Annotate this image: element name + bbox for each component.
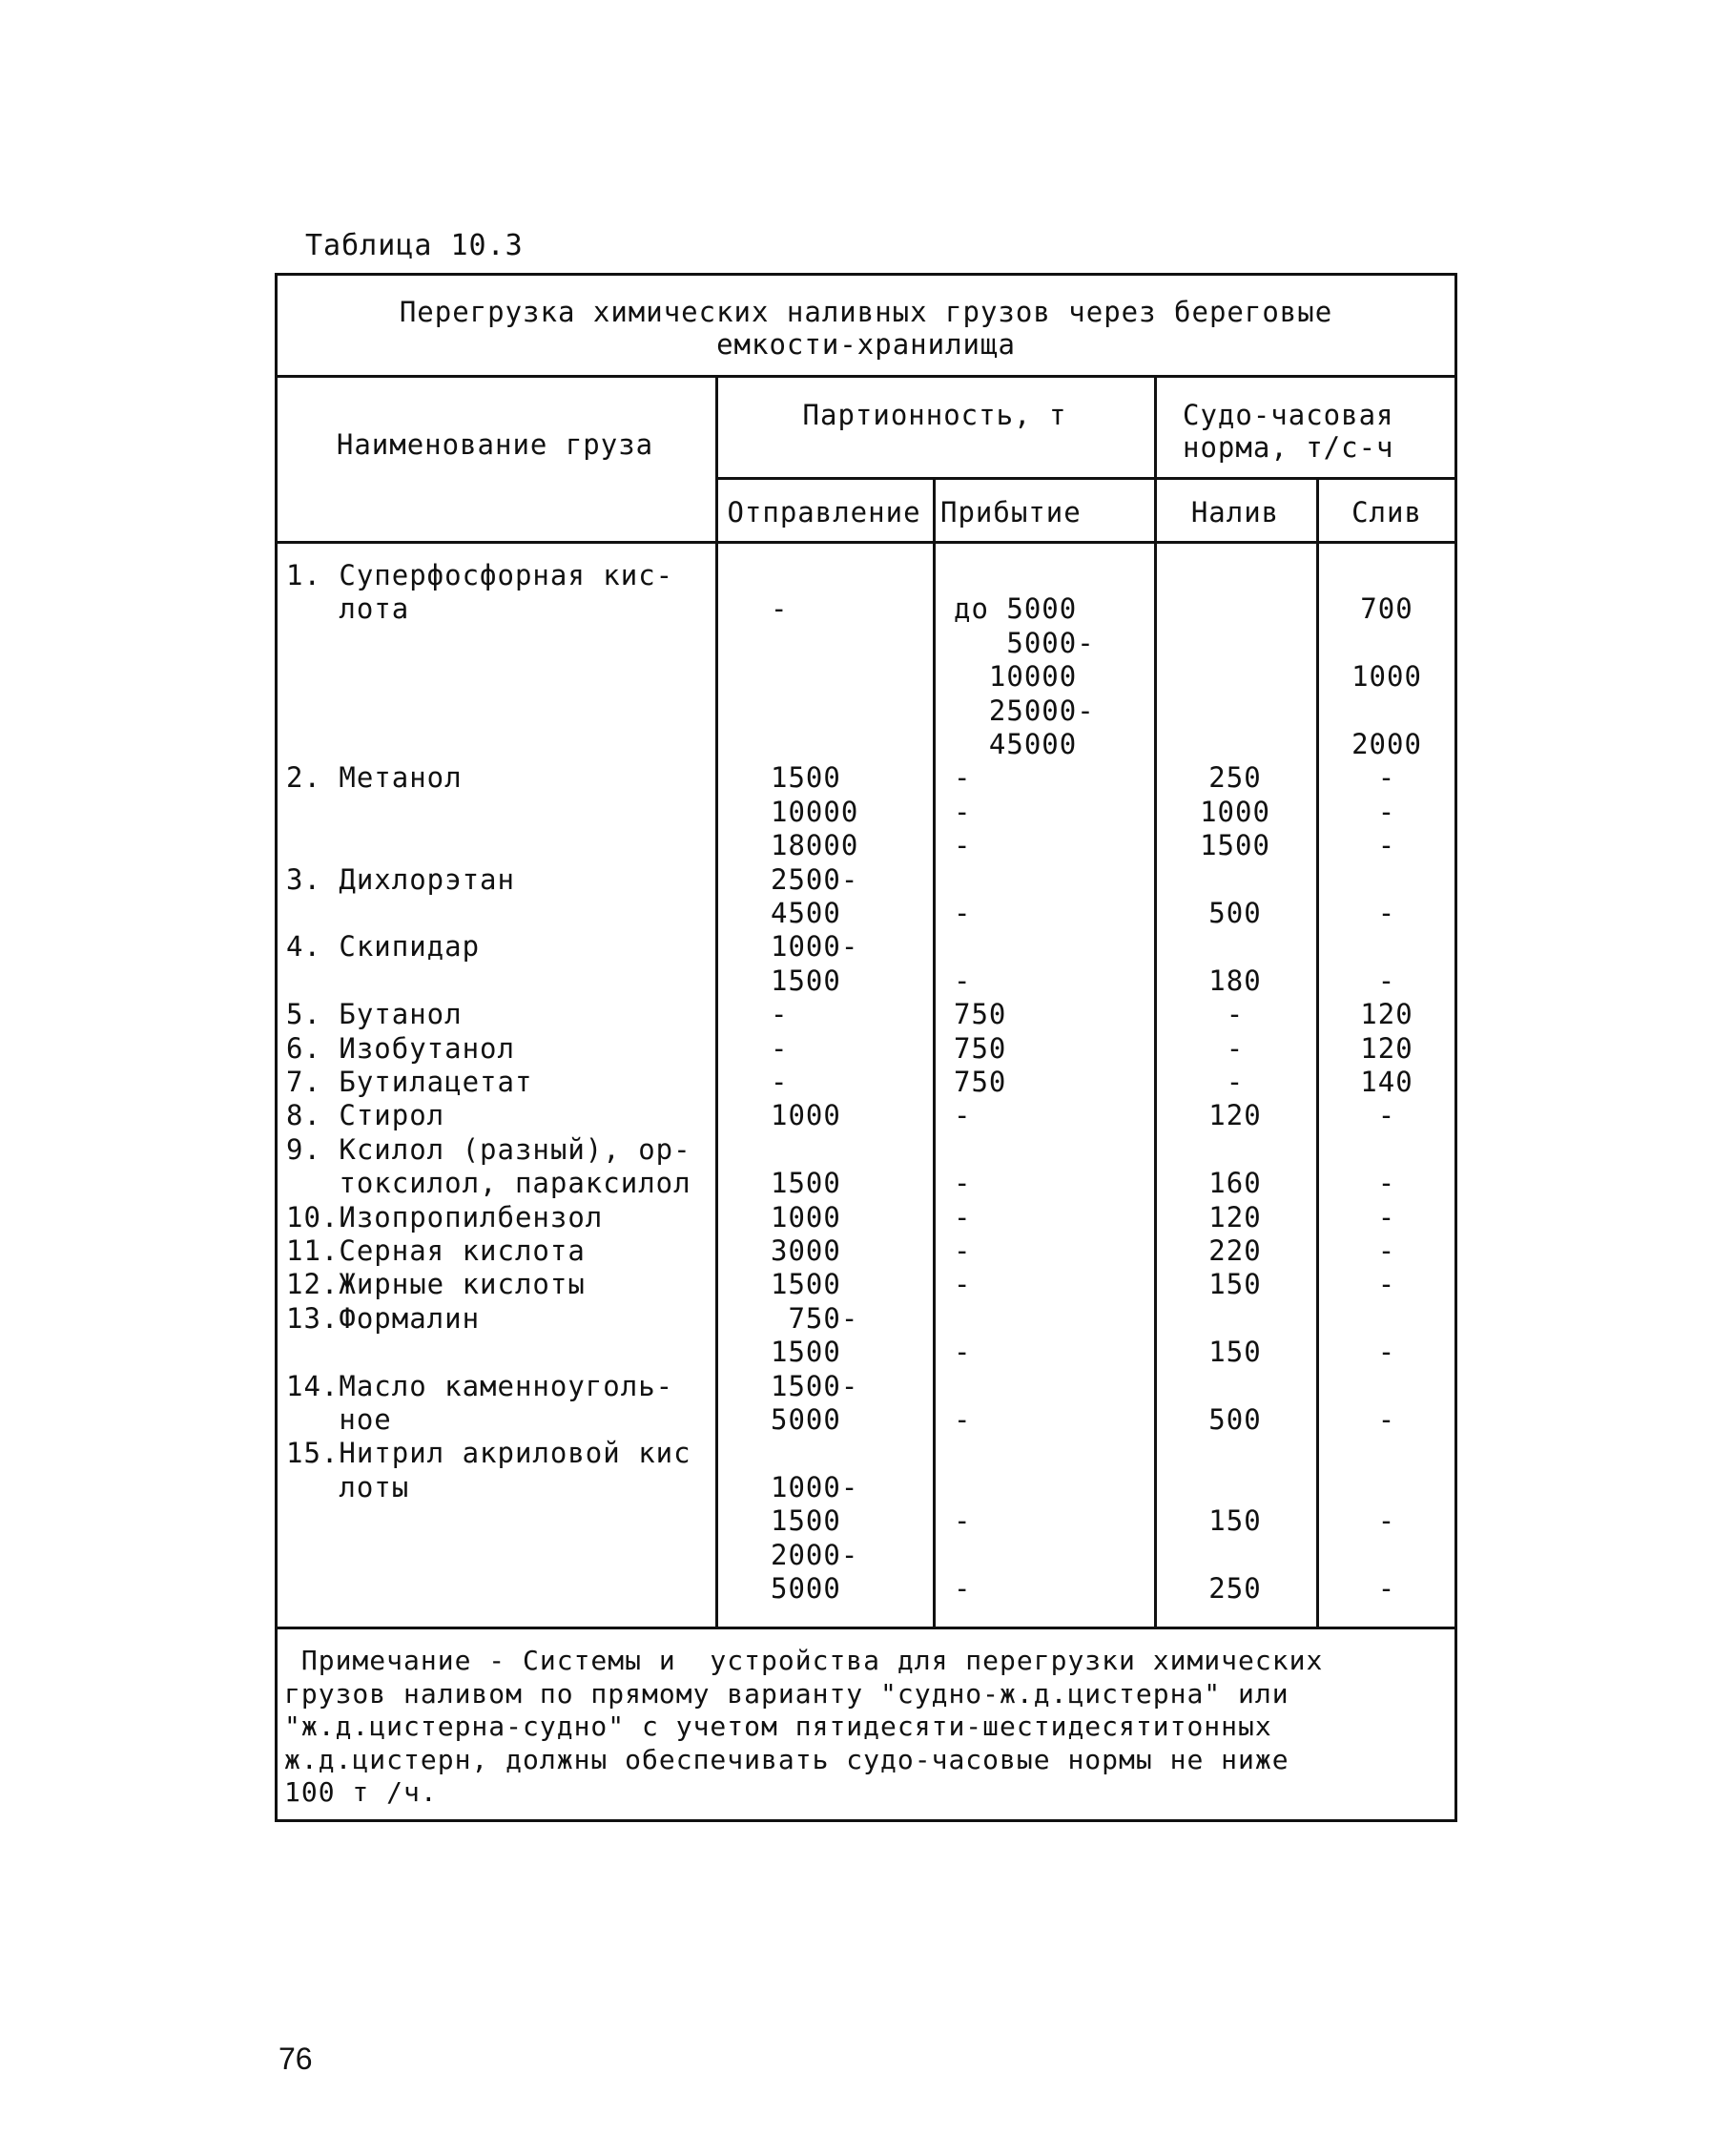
cell-arrival: 10000 [954, 660, 1078, 694]
cell-dispatch: - [771, 998, 789, 1031]
cell-arrival: - [954, 1572, 972, 1605]
table-title: Перегрузка химических наливных грузов через береговые [399, 296, 1333, 328]
cell-name: 5. Бутанол [286, 998, 463, 1031]
cell-dispatch: 1500 [771, 1268, 841, 1301]
cell-dispatch: 4500 [771, 897, 841, 929]
cell-dispatch: 1500 [771, 1504, 841, 1538]
subheader-divider [715, 477, 1457, 480]
cell-load: 250 [1208, 761, 1262, 795]
cell-unload: 1000 [1351, 660, 1422, 694]
cell-name: токсилол, параксилол [286, 1167, 691, 1200]
cell-unload: - [1377, 1099, 1396, 1132]
cell-unload: - [1377, 1234, 1396, 1267]
cell-load: 150 [1208, 1268, 1262, 1301]
cell-name: 9. Ксилол (разный), ор- [286, 1132, 691, 1166]
data-table [275, 273, 1457, 1822]
cell-dispatch: 1500 [771, 964, 841, 997]
cell-arrival: - [954, 1200, 972, 1233]
note-line: 100 т /ч. [284, 1776, 438, 1808]
cell-name: ное [286, 1403, 392, 1436]
table-caption: Таблица 10.3 [305, 229, 524, 262]
cell-name: 15.Нитрил акриловой кис [286, 1437, 691, 1470]
note-divider [275, 1627, 1457, 1629]
cell-name: 14.Масло каменноуголь- [286, 1369, 674, 1402]
cell-arrival: - [954, 897, 972, 929]
cell-arrival: - [954, 1504, 972, 1538]
cell-arrival: 750 [954, 998, 1007, 1031]
cell-dispatch: 1500 [771, 1167, 841, 1200]
header-arrival: Прибытие [940, 496, 1082, 529]
cell-dispatch: 10000 [771, 795, 859, 828]
cell-load: 500 [1208, 897, 1262, 929]
header-divider [275, 541, 1457, 544]
cell-unload: 120 [1360, 1031, 1413, 1065]
cell-unload: - [1377, 1336, 1396, 1369]
cell-name: 3. Дихлорэтан [286, 862, 515, 896]
cell-arrival: до 5000 [954, 592, 1078, 626]
cell-load: 150 [1208, 1336, 1262, 1369]
cell-unload: 120 [1360, 998, 1413, 1031]
cell-dispatch: - [771, 592, 789, 626]
cell-arrival: - [954, 795, 972, 828]
cell-dispatch: 1500- [771, 1369, 859, 1402]
column-divider-1 [715, 375, 718, 1627]
cell-dispatch: 3000 [771, 1234, 841, 1267]
header-dispatch: Отправление [727, 496, 921, 529]
cell-load: - [1226, 1031, 1245, 1065]
note-line: Примечание - Системы и устройства для перегрузки химических [284, 1645, 1324, 1676]
cell-unload: - [1377, 1572, 1396, 1605]
cell-load: 1500 [1200, 829, 1270, 862]
cell-name: лота [286, 592, 410, 626]
cell-arrival: - [954, 761, 972, 795]
cell-arrival: - [954, 1336, 972, 1369]
cell-dispatch: 750- [771, 1301, 859, 1335]
cell-dispatch: 2000- [771, 1538, 859, 1571]
cell-arrival: - [954, 1099, 972, 1132]
table-title-continued: емкости-хранилища [716, 328, 1016, 361]
cell-load: 250 [1208, 1572, 1262, 1605]
cell-load: 220 [1208, 1234, 1262, 1267]
cell-arrival: 750 [954, 1031, 1007, 1065]
cell-arrival: 45000 [954, 728, 1078, 760]
cell-unload: - [1377, 795, 1396, 828]
cell-unload: - [1377, 1403, 1396, 1436]
cell-load: 150 [1208, 1504, 1262, 1538]
cell-unload: - [1377, 829, 1396, 862]
header-name: Наименование груза [336, 428, 654, 461]
column-divider-2 [933, 477, 936, 1627]
cell-arrival: - [954, 1234, 972, 1267]
cell-dispatch: 1500 [771, 1336, 841, 1369]
cell-arrival: 750 [954, 1066, 1007, 1098]
table-border-top [275, 273, 1457, 276]
header-norm: Судо-часовая [1183, 399, 1394, 431]
title-divider [275, 375, 1457, 378]
cell-unload: - [1377, 1200, 1396, 1233]
cell-unload: - [1377, 1167, 1396, 1200]
cell-name: 10.Изопропилбензол [286, 1200, 604, 1233]
header-norm-continued: норма, т/с-ч [1183, 431, 1394, 464]
table-border-left [275, 273, 278, 1822]
cell-load: - [1226, 998, 1245, 1031]
cell-arrival: - [954, 964, 972, 997]
cell-load: 120 [1208, 1200, 1262, 1233]
cell-arrival: - [954, 1403, 972, 1436]
header-unload: Слив [1351, 496, 1422, 529]
cell-dispatch: 1000 [771, 1200, 841, 1233]
cell-dispatch: - [771, 1066, 789, 1098]
cell-dispatch: 18000 [771, 829, 859, 862]
cell-name: 1. Суперфосфорная кис- [286, 559, 674, 591]
cell-name: 12.Жирные кислоты [286, 1268, 586, 1301]
cell-dispatch: 1500 [771, 761, 841, 795]
cell-unload: 700 [1360, 592, 1413, 626]
header-batch: Партионность, т [802, 399, 1067, 431]
note-line: ж.д.цистерн, должны обеспечивать судо-часовые нормы не ниже [284, 1743, 1289, 1775]
cell-unload: 140 [1360, 1066, 1413, 1098]
cell-load: 180 [1208, 964, 1262, 997]
cell-unload: - [1377, 761, 1396, 795]
note-line: грузов наливом по прямому варианту "судно-ж.д.цистерна" или [284, 1677, 1289, 1710]
note-line: "ж.д.цистерна-судно" с учетом пятидесяти-шестидесятитонных [284, 1710, 1272, 1742]
cell-arrival: - [954, 1167, 972, 1200]
cell-name: 6. Изобутанол [286, 1031, 515, 1065]
cell-load: - [1226, 1066, 1245, 1098]
cell-dispatch: 5000 [771, 1572, 841, 1605]
cell-dispatch: 1000- [771, 930, 859, 964]
cell-unload: - [1377, 1504, 1396, 1538]
cell-load: 1000 [1200, 795, 1270, 828]
cell-dispatch: 1000- [771, 1470, 859, 1503]
cell-dispatch: 2500- [771, 862, 859, 896]
cell-name: 13.Формалин [286, 1301, 481, 1335]
cell-unload: - [1377, 897, 1396, 929]
cell-arrival: - [954, 829, 972, 862]
cell-load: 160 [1208, 1167, 1262, 1200]
table-border-bottom [275, 1819, 1457, 1822]
cell-unload: - [1377, 1268, 1396, 1301]
cell-load: 120 [1208, 1099, 1262, 1132]
cell-unload: - [1377, 964, 1396, 997]
cell-name: 7. Бутилацетат [286, 1066, 533, 1098]
cell-name: лоты [286, 1470, 410, 1503]
cell-name: 4. Скипидар [286, 930, 481, 964]
page-number: 76 [278, 2042, 313, 2076]
cell-dispatch: 5000 [771, 1403, 841, 1436]
cell-dispatch: - [771, 1031, 789, 1065]
cell-arrival: 5000- [954, 626, 1095, 659]
cell-dispatch: 1000 [771, 1099, 841, 1132]
cell-load: 500 [1208, 1403, 1262, 1436]
cell-name: 2. Метанол [286, 761, 463, 795]
header-load: Налив [1190, 496, 1280, 529]
cell-name: 11.Серная кислота [286, 1234, 586, 1267]
cell-arrival: 25000- [954, 694, 1095, 727]
cell-arrival: - [954, 1268, 972, 1301]
cell-name: 8. Стирол [286, 1099, 445, 1132]
cell-unload: 2000 [1351, 728, 1422, 760]
